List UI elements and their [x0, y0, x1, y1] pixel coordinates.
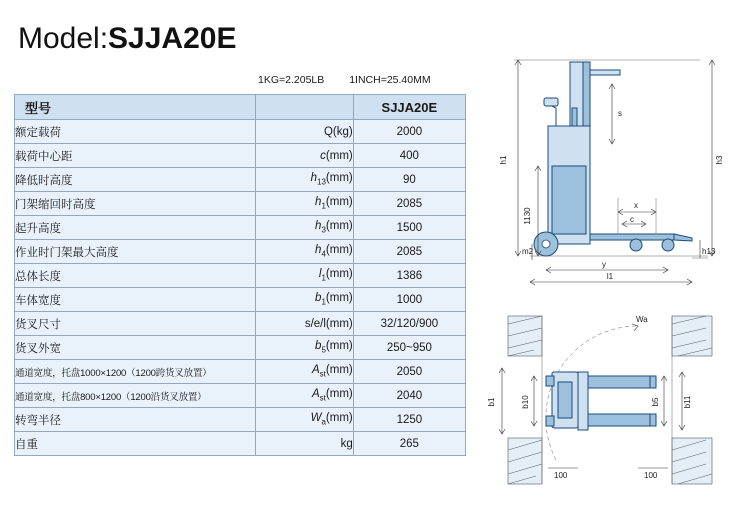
spec-unit: $l_1(mm)$ [255, 264, 353, 288]
dim-l1-label: l1 [606, 272, 614, 281]
spec-label: 通道宽度，托盘1000×1200（1200跨货叉放置） [15, 360, 256, 384]
page-title [18, 22, 236, 56]
dim-b5-label: b5 [651, 397, 660, 407]
spec-unit: $h_4(mm)$ [255, 240, 353, 264]
spec-value: 400 [353, 144, 465, 168]
spec-value: 1000 [353, 288, 465, 312]
dim-h3-label: h3 [715, 155, 724, 165]
dim-wa-label: Wa [636, 315, 648, 324]
spec-label: 货叉尺寸 [15, 312, 256, 336]
dim-b11-label: b11 [683, 395, 692, 409]
spec-value: 250~950 [353, 336, 465, 360]
spec-value: 2050 [353, 360, 465, 384]
table-row [15, 144, 466, 168]
spec-value: 2000 [353, 120, 465, 144]
table-row [15, 192, 466, 216]
table-row [15, 336, 466, 360]
table-row [15, 120, 466, 144]
table-header-row [15, 95, 466, 120]
table-row [15, 312, 466, 336]
spec-value: 90 [353, 168, 465, 192]
spec-unit: $h_1(mm)$ [255, 192, 353, 216]
header-unit [255, 95, 353, 120]
side-view-drawing [486, 48, 730, 293]
spec-value: 2040 [353, 384, 465, 408]
dim-b1-label: b1 [487, 397, 496, 407]
spec-label: 额定载荷 [15, 120, 256, 144]
spec-value: 1386 [353, 264, 465, 288]
spec-value: 265 [353, 432, 465, 456]
table-row [15, 360, 466, 384]
dim-h1-label: h1 [499, 155, 508, 165]
table-row [15, 264, 466, 288]
dim-gap-left-label: 100 [554, 471, 568, 480]
spec-label: 降低时高度 [15, 168, 256, 192]
side-view-svg [486, 48, 730, 288]
table-body [15, 120, 466, 456]
conversion-kg-lb: 1KG=2.205LB [258, 74, 325, 86]
table-row [15, 432, 466, 456]
dim-h13-label: h13 [702, 247, 716, 256]
spec-unit: $W_a(mm)$ [255, 408, 353, 432]
dim-b10-label: b10 [521, 395, 530, 409]
unit-conversion-note [258, 74, 431, 86]
table-head [15, 95, 466, 120]
spec-label: 作业时门架最大高度 [15, 240, 256, 264]
spec-label: 自重 [15, 432, 256, 456]
spec-unit: $b_1(mm)$ [255, 288, 353, 312]
spec-unit: $A_{st}(mm)$ [255, 360, 353, 384]
dim-gap-right-label: 100 [644, 471, 658, 480]
spec-label: 车体宽度 [15, 288, 256, 312]
dim-mast-height-label: 1130 [523, 207, 532, 225]
dim-c-label: c [630, 215, 634, 224]
table-row [15, 168, 466, 192]
spec-value: 2085 [353, 192, 465, 216]
dim-m2-label: m2 [522, 247, 534, 256]
spec-unit: s/e/l(mm) [255, 312, 353, 336]
dim-y-label: y [602, 260, 606, 269]
table-row [15, 288, 466, 312]
top-view-drawing [486, 310, 730, 495]
header-model-value: SJJA20E [353, 95, 465, 120]
spec-label: 门架缩回时高度 [15, 192, 256, 216]
spec-label: 货叉外宽 [15, 336, 256, 360]
table-row [15, 216, 466, 240]
page-title-model: SJJA20E [108, 22, 237, 55]
spec-unit: c(mm) [255, 144, 353, 168]
spec-value: 1250 [353, 408, 465, 432]
dim-x-label: x [634, 201, 638, 210]
table-row [15, 240, 466, 264]
table-row [15, 384, 466, 408]
spec-unit: kg [255, 432, 353, 456]
table-row [15, 408, 466, 432]
header-model-label: 型号 [15, 95, 256, 120]
spec-label: 总体长度 [15, 264, 256, 288]
specification-table [14, 94, 466, 456]
top-view-svg [486, 310, 730, 490]
dim-s-label: s [618, 109, 622, 118]
spec-unit: $h_3(mm)$ [255, 216, 353, 240]
spec-label: 通道宽度，托盘800×1200（1200沿货叉放置） [15, 384, 256, 408]
conversion-inch-mm: 1INCH=25.40MM [349, 74, 431, 86]
spec-value: 2085 [353, 240, 465, 264]
spec-unit: $h_{13}(mm)$ [255, 168, 353, 192]
spec-unit: $A_{st}(mm)$ [255, 384, 353, 408]
spec-unit: Q(kg) [255, 120, 353, 144]
spec-label: 起升高度 [15, 216, 256, 240]
spec-value: 1500 [353, 216, 465, 240]
spec-unit: $b_5(mm)$ [255, 336, 353, 360]
spec-value: 32/120/900 [353, 312, 465, 336]
spec-label: 转弯半径 [15, 408, 256, 432]
spec-label: 载荷中心距 [15, 144, 256, 168]
page-title-prefix: Model: [18, 22, 109, 55]
